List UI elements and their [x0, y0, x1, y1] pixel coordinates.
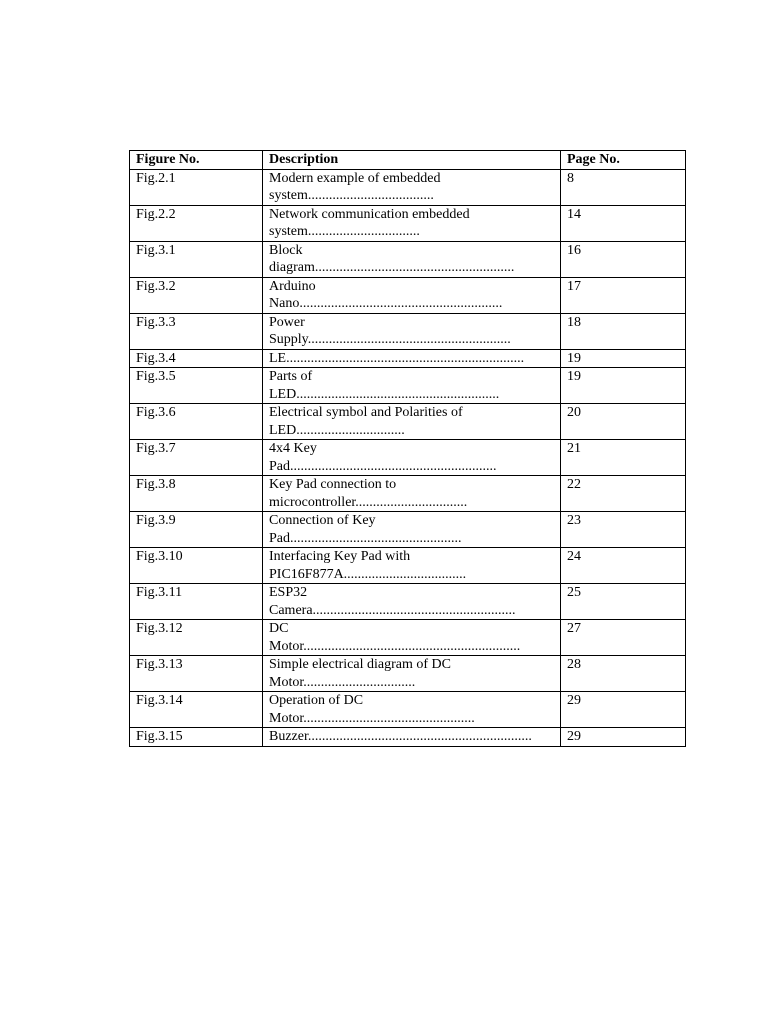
description-cell — [263, 476, 561, 512]
description-cell — [263, 584, 561, 620]
table-row — [130, 277, 686, 313]
page-number-cell: 17 — [561, 277, 686, 313]
figure-number-cell: Fig.3.7 — [130, 440, 263, 476]
figure-number-cell: Fig.3.1 — [130, 241, 263, 277]
figure-number-cell: Fig.3.12 — [130, 620, 263, 656]
description-line-2: Nano.......................................................... — [269, 296, 503, 311]
description-line-1: Buzzer................................................................ — [269, 729, 532, 744]
table-row — [130, 313, 686, 349]
description-line-2: Motor................................ — [269, 674, 416, 690]
description-cell — [263, 313, 561, 349]
table-row — [130, 476, 686, 512]
description-cell — [263, 728, 561, 747]
description-line-2: Motor.............................................................. — [269, 638, 521, 654]
description-line-1: Power — [269, 314, 305, 330]
page-number-cell: 25 — [561, 584, 686, 620]
description-line-2: Pad........................................................... — [269, 458, 497, 474]
description-cell — [263, 440, 561, 476]
description-line-2: system................................ — [269, 224, 420, 239]
description-line-2: PIC16F877A................................... — [269, 566, 467, 582]
figure-number-cell: Fig.3.2 — [130, 277, 263, 313]
description-cell — [263, 205, 561, 241]
description-line-1: LE.................................................................... — [269, 350, 525, 366]
figure-number-cell: Fig.3.8 — [130, 476, 263, 512]
description-line-1: Connection of Key — [269, 513, 376, 528]
description-line-1: Key Pad connection to — [269, 477, 397, 492]
page-number-cell: 27 — [561, 620, 686, 656]
figure-number-cell: Fig.3.5 — [130, 368, 263, 404]
description-line-2: LED............................... — [269, 422, 405, 438]
figure-number-cell: Fig.3.14 — [130, 692, 263, 728]
description-cell — [263, 620, 561, 656]
table-row — [130, 656, 686, 692]
list-of-figures-table — [129, 150, 686, 747]
description-line-1: DC — [269, 621, 289, 636]
description-line-1: Simple electrical diagram of DC — [269, 657, 451, 672]
table-row — [130, 440, 686, 476]
figure-number-cell: Fig.3.13 — [130, 656, 263, 692]
page-number-cell: 19 — [561, 349, 686, 368]
description-line-1: Network communication embedded — [269, 206, 470, 222]
page-number-cell: 8 — [561, 169, 686, 205]
page-number-cell: 14 — [561, 205, 686, 241]
description-line-2: Motor................................................. — [269, 710, 475, 726]
description-cell — [263, 512, 561, 548]
figure-number-cell: Fig.3.6 — [130, 404, 263, 440]
table-row — [130, 205, 686, 241]
page-number-cell: 21 — [561, 440, 686, 476]
description-cell — [263, 692, 561, 728]
description-line-1: Block — [269, 242, 303, 258]
description-line-1: 4x4 Key — [269, 441, 317, 456]
description-cell — [263, 368, 561, 404]
table-row — [130, 692, 686, 728]
description-line-1: Modern example of embedded — [269, 170, 441, 186]
page-number-cell: 29 — [561, 728, 686, 747]
description-line-1: Interfacing Key Pad with — [269, 549, 411, 564]
figure-number-cell: Fig.3.15 — [130, 728, 263, 747]
description-line-2: LED.......................................................... — [269, 386, 500, 402]
description-line-2: diagram......................................................... — [269, 260, 515, 275]
table-row — [130, 728, 686, 747]
header-figure-no: Figure No. — [130, 151, 263, 170]
table-row — [130, 349, 686, 368]
description-cell — [263, 404, 561, 440]
description-line-1: Electrical symbol and Polarities of — [269, 405, 463, 420]
figure-number-cell: Fig.3.3 — [130, 313, 263, 349]
table-row — [130, 620, 686, 656]
page-number-cell: 23 — [561, 512, 686, 548]
description-line-2: microcontroller................................ — [269, 494, 468, 510]
table-row — [130, 584, 686, 620]
description-line-1: Operation of DC — [269, 693, 364, 708]
description-line-1: Arduino — [269, 278, 316, 294]
description-line-2: Pad................................................. — [269, 530, 462, 546]
table-row — [130, 512, 686, 548]
description-cell — [263, 241, 561, 277]
description-line-1: Parts of — [269, 369, 313, 384]
page-number-cell: 19 — [561, 368, 686, 404]
table-row — [130, 404, 686, 440]
page-number-cell: 22 — [561, 476, 686, 512]
description-line-1: ESP32 — [269, 585, 308, 600]
description-cell — [263, 656, 561, 692]
figure-number-cell: Fig.3.4 — [130, 349, 263, 368]
description-cell — [263, 548, 561, 584]
page-number-cell: 20 — [561, 404, 686, 440]
page-number-cell: 18 — [561, 313, 686, 349]
table-row — [130, 548, 686, 584]
figure-number-cell: Fig.3.9 — [130, 512, 263, 548]
figure-number-cell: Fig.3.10 — [130, 548, 263, 584]
description-cell — [263, 169, 561, 205]
figure-number-cell: Fig.2.2 — [130, 205, 263, 241]
page-number-cell: 29 — [561, 692, 686, 728]
description-cell — [263, 277, 561, 313]
description-line-2: system.................................... — [269, 188, 434, 203]
header-page-no: Page No. — [561, 151, 686, 170]
page-number-cell: 28 — [561, 656, 686, 692]
description-cell — [263, 349, 561, 368]
table-body — [130, 169, 686, 746]
description-line-2: Supply.......................................................... — [269, 332, 511, 347]
figure-number-cell: Fig.3.11 — [130, 584, 263, 620]
table-row — [130, 241, 686, 277]
table-row — [130, 169, 686, 205]
page-number-cell: 16 — [561, 241, 686, 277]
table-row — [130, 368, 686, 404]
table-header-row — [130, 151, 686, 170]
header-description: Description — [263, 151, 561, 170]
description-line-2: Camera.......................................................... — [269, 602, 516, 618]
page-number-cell: 24 — [561, 548, 686, 584]
figure-number-cell: Fig.2.1 — [130, 169, 263, 205]
